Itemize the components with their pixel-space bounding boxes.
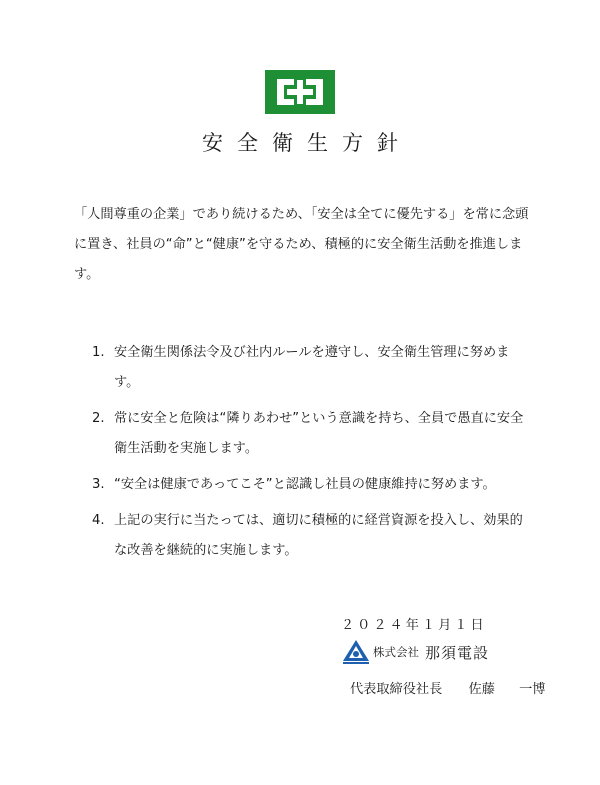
company-logo-icon	[341, 639, 371, 665]
issue-date: ２０２４年１月１日	[341, 618, 487, 633]
safety-green-cross-icon	[265, 70, 335, 114]
item-text: 安全衛生関係法令及び社内ルールを遵守し、安全衛生管理に努めます。	[114, 345, 510, 390]
representative-role: 代表取締役社長	[350, 682, 443, 697]
list-item	[92, 404, 532, 464]
item-text: 常に安全と危険は“隣りあわせ”という意識を持ち、全員で愚直に安全衛生活動を実施します。	[114, 411, 524, 456]
policy-list	[92, 338, 532, 572]
item-text: “安全は健康であってこそ”と認識し社員の健康維持に努めます。	[114, 477, 496, 492]
company-name: 那須電設	[425, 643, 490, 662]
list-item	[92, 338, 532, 398]
item-number: 1.	[92, 345, 105, 360]
representative-given-name: 一博	[519, 682, 546, 697]
list-item	[92, 470, 532, 500]
intro-paragraph: 「人間尊重の企業」であり続けるため、「安全は全てに優先する」を常に念頭に置き、社員の“命”と“健康”を守るため、積極的に安全衛生活動を推進します。	[74, 207, 529, 282]
list-item	[92, 506, 532, 566]
representative-surname: 佐藤	[468, 682, 495, 697]
item-number: 2.	[92, 411, 105, 426]
item-number: 3.	[92, 477, 105, 492]
item-number: 4.	[92, 513, 105, 528]
company-block	[341, 639, 489, 665]
item-text: 上記の実行に当たっては、適切に積極的に経営資源を投入し、効果的な改善を継続的に実施します。	[114, 513, 523, 558]
representative-signature	[350, 678, 545, 697]
page-title: 安全衛生方針	[202, 131, 412, 155]
company-type: 株式会社	[373, 645, 419, 659]
